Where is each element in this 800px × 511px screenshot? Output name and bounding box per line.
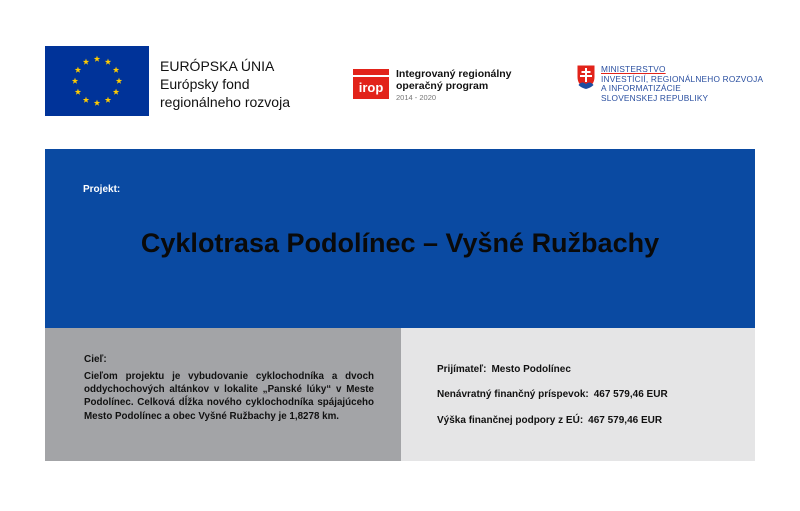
eu-logo-text — [160, 57, 290, 111]
goal-content — [84, 354, 374, 423]
eu-fund-type: regionálneho rozvoja — [160, 94, 290, 110]
crest-graphic — [576, 64, 596, 90]
goal-panel — [45, 328, 401, 461]
recipient-label: Prijímateľ: — [437, 364, 487, 375]
goal-text: Cieľom projektu je vybudovanie cyklochodníka a dvoch oddychochových altánkov v lokalite „Panské lúky“ v Meste Podolínec. Celková dĺžka nového cyklochodníka spájajúceho Mesto Podolínec a obec Vyšné Ružbachy je 1,8278 km. — [84, 371, 374, 422]
eu-support-value: 467 579,46 EUR — [588, 415, 663, 426]
eu-flag-graphic — [45, 46, 149, 116]
irop-name-line2: operačný program — [396, 80, 489, 92]
grant-label: Nenávratný finančný príspevok: — [437, 389, 589, 400]
info-panel — [401, 328, 755, 461]
irop-logo-graphic — [353, 69, 389, 99]
irop-name-line1: Integrovaný regionálny — [396, 68, 512, 80]
eu-support-row — [437, 415, 662, 426]
eu-fund: Európsky fond — [160, 76, 250, 92]
recipient-value: Mesto Podolínec — [491, 364, 571, 375]
irop-logo-icon — [353, 69, 389, 99]
project-title: Cyklotrasa Podolínec – Vyšné Ružbachy — [140, 228, 660, 258]
ministry-line1: MINISTERSTVO — [601, 64, 666, 74]
slovak-coat-of-arms-icon — [576, 64, 596, 90]
ministry-line4: SLOVENSKEJ REPUBLIKY — [601, 92, 709, 103]
eu-title: EURÓPSKA ÚNIA — [160, 58, 275, 74]
goal-label: Cieľ: — [84, 354, 107, 365]
eu-support-label: Výška finančnej podpory z EÚ: — [437, 415, 584, 426]
ministry-line3: A INFORMATIZÁCIE — [601, 83, 682, 93]
irop-logo-text: irop — [358, 80, 384, 95]
irop-program-text — [396, 68, 512, 103]
project-banner — [45, 149, 755, 328]
ministry-logo-text — [601, 65, 763, 103]
grant-value: 467 579,46 EUR — [593, 389, 668, 400]
ministry-line2: INVESTÍCIÍ, REGIONÁLNEHO ROZVOJA — [601, 73, 764, 84]
project-label: Projekt: — [83, 184, 121, 195]
grant-row — [437, 389, 668, 400]
irop-years: 2014 - 2020 — [396, 93, 437, 102]
recipient-row — [437, 364, 571, 375]
eu-flag-icon — [45, 46, 149, 116]
